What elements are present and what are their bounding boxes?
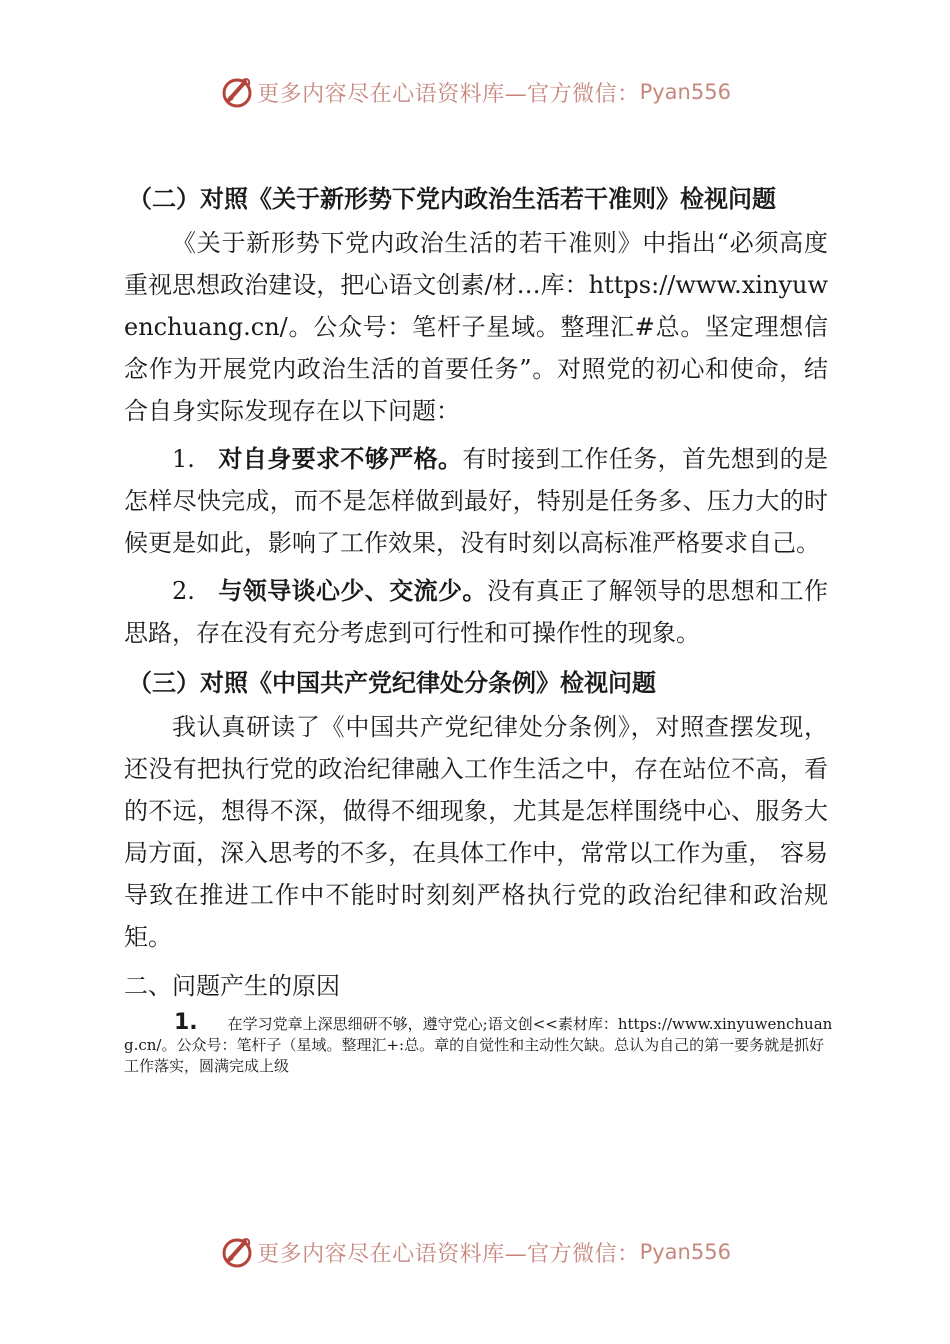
item-title: 与领导谈心少、交流少。 bbox=[218, 577, 487, 605]
item-number: 2. bbox=[172, 577, 195, 605]
section-b-heading: （二）对照《关于新形势下党内政治生活若干准则》检视问题 bbox=[128, 185, 776, 213]
section-2-heading: 二、问题产生的原因 bbox=[124, 972, 340, 1000]
item-number: 1. bbox=[172, 445, 195, 473]
watermark-wechat-id: Pyan556 bbox=[639, 80, 731, 104]
watermark-text: 更多内容尽在心语资料库—官方微信： bbox=[257, 1241, 640, 1267]
watermark-wechat-id: Pyan556 bbox=[639, 1240, 731, 1264]
brush-logo-icon bbox=[219, 74, 255, 110]
list-item bbox=[124, 570, 828, 654]
section-c-heading: （三）对照《中国共产党纪律处分条例》检视问题 bbox=[128, 669, 656, 697]
item-title: 对自身要求不够严格。 bbox=[218, 445, 463, 473]
watermark-header bbox=[0, 70, 950, 114]
section-2-item bbox=[124, 1012, 836, 1077]
watermark-footer bbox=[0, 1230, 950, 1274]
list-item bbox=[124, 438, 828, 564]
section-b-intro: 《关于新形势下党内政治生活的若干准则》中指出“必须高度重视思想政治建设，把心语文创素/材…库：https://www.xinyuwenchuang.cn/。公众号：笔杆子星域。整理汇#总。坚定理想信念作为开展党内政治生活的首要任务”。对照党的初心和使命，结合自身实际发现存在以下问题： bbox=[124, 229, 828, 425]
watermark-text: 更多内容尽在心语资料库—官方微信： bbox=[257, 81, 640, 107]
item-body: 有时接到工作任务，首先想到的是怎样尽快完成，而不是怎样做到最好，特别是任务多、压力大的时候更是如此，影响了工作效果，没有时刻以高标准严格要求自己。 bbox=[124, 445, 829, 557]
item-body: 在学习党章上深思细研不够，遵守党心;语文创<<素材库：https://www.xinyuwenchuang.cn/。公众号：笔杆子（星域。整理汇+:总。章的自觉性和主动性欠缺。总认为自己的第一要务就是抓好工作落实，圆满完成上级 bbox=[124, 1015, 833, 1075]
brush-logo-icon bbox=[219, 1234, 255, 1270]
item-body: 没有真正了解领导的思想和工作思路，存在没有充分考虑到可行性和可操作性的现象。 bbox=[124, 577, 829, 647]
item-number: 1. bbox=[174, 1010, 198, 1035]
document-body bbox=[124, 176, 833, 1077]
section-c-body: 我认真研读了《中国共产党纪律处分条例》，对照查摆发现，还没有把执行党的政治纪律融入工作生活之中，存在站位不高，看的不远，想得不深，做得不细现象，尤其是怎样围绕中心、服务大局方面，深入思考的不多，在具体工作中，常常以工作为重， 容易导致在推进工作中不能时时刻刻严格执行党的政治纪律和政治规矩。 bbox=[124, 713, 828, 951]
